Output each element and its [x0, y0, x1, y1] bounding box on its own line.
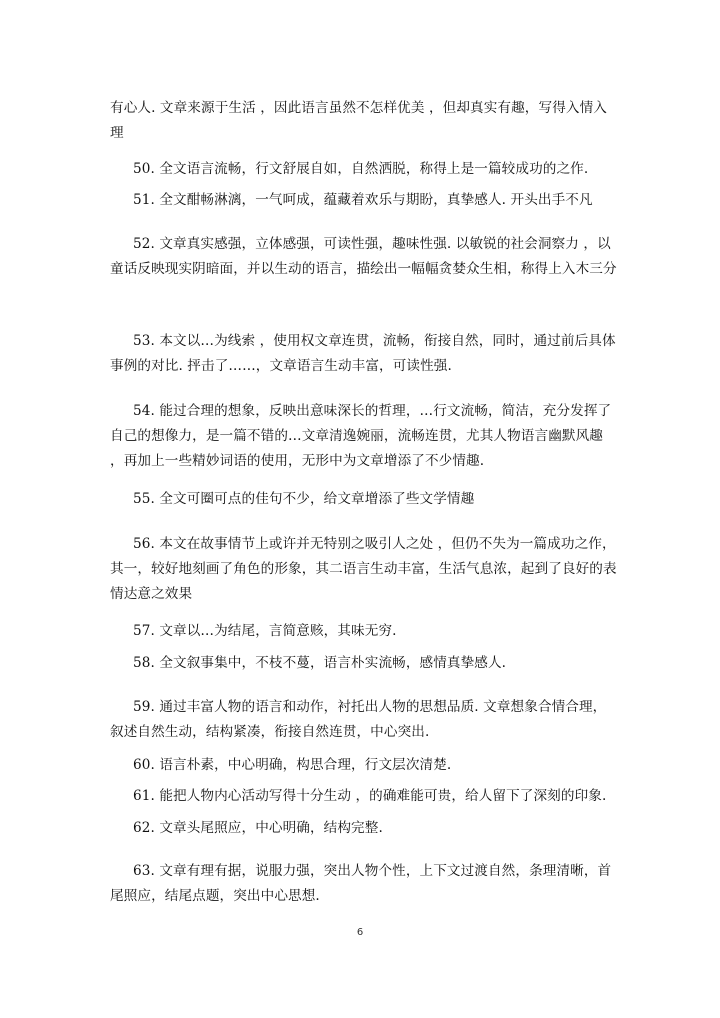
paragraph-item-54: 54. 能过合理的想象，反映出意味深长的哲理，…行文流畅，简洁，充分发挥了自己的想像力，是一篇不错的…文章清逸婉丽，流畅连贯，尤其人物语言幽默风趣 ，再加上一些精妙词语的使用，无形中为文章增添了不少情趣.: [110, 403, 612, 469]
paragraph-item-56: 56. 本文在故事情节上或许并无特别之吸引人之处 ，但仍不失为一篇成功之作，其一，较好地刻画了角色的形象，其二语言生动丰富，生活气息浓，起到了良好的表情达意之效果: [110, 536, 617, 602]
paragraph-item-55: 55. 全文可圈可点的佳句不少，给文章增添了些文学情趣: [133, 491, 475, 507]
paragraph-item-57: 57. 文章以…为结尾，言简意赅，其味无穷.: [133, 623, 397, 639]
paragraph-item-53: 53. 本文以…为线索 ，使用权文章连贯，流畅，衔接自然，同时，通过前后具体事例的对比. 抨击了……，文章语言生动丰富，可读性强.: [110, 333, 616, 374]
paragraph-item-59: 59. 通过丰富人物的语言和动作，衬托出人物的思想品质. 文章想象合情合理，叙述自然生动，结构紧凑，衔接自然连贯，中心突出.: [110, 699, 607, 740]
paragraph-item-51: 51. 全文酣畅淋漓，一气呵成，蕴藏着欢乐与期盼，真挚感人. 开头出手不凡: [133, 192, 593, 208]
paragraph-item-60: 60. 语言朴素，中心明确，构思合理，行文层次清楚.: [133, 757, 452, 773]
paragraph-item-50: 50. 全文语言流畅，行文舒展自如，自然洒脱，称得上是一篇较成功的之作.: [133, 161, 589, 177]
paragraph-item-63: 63. 文章有理有据，说服力强，突出人物个性，上下文过渡自然，条理清晰，首尾照应，结尾点题，突出中心思想.: [110, 863, 612, 904]
paragraph-continuation: 有心人. 文章来源于生活 ，因此语言虽然不怎样优美 ，但却真实有趣，写得入情入理: [110, 100, 607, 141]
page-number: 6: [356, 927, 364, 938]
paragraph-item-62: 62. 文章头尾照应，中心明确，结构完整.: [133, 820, 383, 836]
paragraph-item-52: 52. 文章真实感强，立体感强，可读性强，趣味性强. 以敏锐的社会洞察力 ，以童话反映现实阴暗面，并以生动的语言，描绘出一幅幅贪婪众生相，称得上入木三分: [110, 236, 617, 277]
paragraph-item-61: 61. 能把人物内心活动写得十分生动 ，的确难能可贵，给人留下了深刻的印象.: [133, 788, 607, 804]
paragraph-item-58: 58. 全文叙事集中，不枝不蔓，语言朴实流畅，感情真挚感人.: [133, 655, 507, 671]
